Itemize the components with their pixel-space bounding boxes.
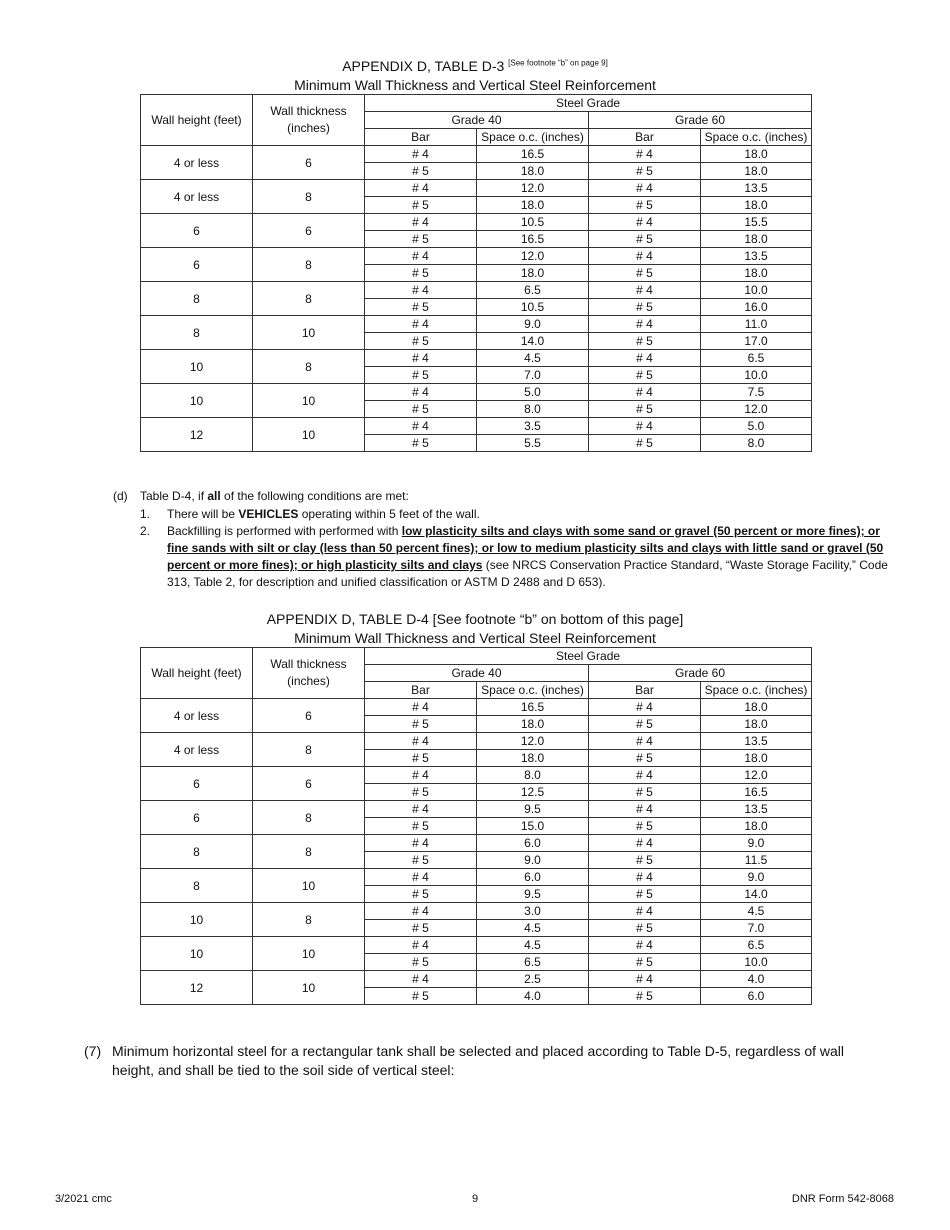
grade-40-spacing-cell: 18.0: [477, 163, 589, 180]
grade-60-spacing-cell: 16.0: [701, 299, 812, 316]
condition-item-1-bold: VEHICLES: [238, 507, 299, 521]
table-row: [141, 801, 812, 818]
table-row: [141, 248, 812, 265]
condition-d-intro: [113, 488, 893, 506]
header-grade-60: Grade 60: [589, 665, 812, 682]
bar-size-cell: # 4: [365, 869, 477, 886]
header-bar-grade-40: Bar: [365, 682, 477, 699]
header-wall-height: Wall height (feet): [141, 95, 253, 146]
wall-thickness-cell: 8: [253, 350, 365, 384]
wall-height-cell: 4 or less: [141, 146, 253, 180]
wall-height-cell: 6: [141, 214, 253, 248]
bar-size-cell: # 4: [365, 180, 477, 197]
bar-size-cell: # 4: [589, 869, 701, 886]
soil-type-criteria: low plasticity silts and clays with some sand or gravel (50 percent or more fines); or fine sands with silt or clay (less than 50 percent fines); or low to medium plasticity silts and clays with little sand or gravel (50 percent or more fines); or high plasticity silts and clays: [167, 524, 884, 572]
grade-40-spacing-cell: 14.0: [477, 333, 589, 350]
bar-size-cell: # 5: [365, 401, 477, 418]
bar-size-cell: # 5: [365, 163, 477, 180]
bar-size-cell: # 4: [589, 384, 701, 401]
wall-height-cell: 6: [141, 248, 253, 282]
wall-thickness-cell: 8: [253, 282, 365, 316]
grade-40-spacing-cell: 9.0: [477, 852, 589, 869]
header-bar-grade-40: Bar: [365, 129, 477, 146]
grade-40-spacing-cell: 15.0: [477, 818, 589, 835]
bar-size-cell: # 4: [589, 248, 701, 265]
table-d4-subtitle: Minimum Wall Thickness and Vertical Steel Reinforcement: [294, 630, 656, 646]
bar-size-cell: # 4: [365, 835, 477, 852]
grade-60-spacing-cell: 18.0: [701, 146, 812, 163]
condition-item-1: [140, 506, 895, 524]
grade-60-spacing-cell: 18.0: [701, 818, 812, 835]
bar-size-cell: # 4: [365, 248, 477, 265]
bar-size-cell: # 5: [365, 886, 477, 903]
grade-60-spacing-cell: 18.0: [701, 750, 812, 767]
wall-thickness-cell: 6: [253, 214, 365, 248]
grade-60-spacing-cell: 6.0: [701, 988, 812, 1005]
wall-height-cell: 4 or less: [141, 733, 253, 767]
grade-40-spacing-cell: 12.0: [477, 248, 589, 265]
wall-thickness-cell: 8: [253, 733, 365, 767]
header-wall-thickness: Wall thickness (inches): [253, 648, 365, 699]
wall-height-cell: 8: [141, 282, 253, 316]
bar-size-cell: # 4: [365, 146, 477, 163]
grade-60-spacing-cell: 18.0: [701, 716, 812, 733]
footer-date: 3/2021 cmc: [55, 1193, 112, 1205]
condition-item-2-pre: Backfilling is performed with performed with: [167, 524, 402, 538]
bar-size-cell: # 5: [365, 231, 477, 248]
grade-40-spacing-cell: 2.5: [477, 971, 589, 988]
bar-size-cell: # 4: [589, 282, 701, 299]
table-row: [141, 767, 812, 784]
grade-40-spacing-cell: 4.5: [477, 937, 589, 954]
wall-height-cell: 10: [141, 350, 253, 384]
bar-size-cell: # 4: [589, 146, 701, 163]
grade-60-spacing-cell: 14.0: [701, 886, 812, 903]
table-row: [141, 937, 812, 954]
header-steel-grade: Steel Grade: [365, 648, 812, 665]
grade-60-spacing-cell: 6.5: [701, 350, 812, 367]
grade-40-spacing-cell: 18.0: [477, 716, 589, 733]
table-row: [141, 350, 812, 367]
grade-60-spacing-cell: 18.0: [701, 699, 812, 716]
grade-60-spacing-cell: 13.5: [701, 180, 812, 197]
bar-size-cell: # 4: [589, 903, 701, 920]
table-d3-subtitle: Minimum Wall Thickness and Vertical Steel Reinforcement: [294, 77, 656, 93]
condition-item-2-post: (see NRCS Conservation Practice Standard, “Waste Storage Facility,” Code 313, Table 2, for description and unified classification or ASTM D 2488 and D 653).: [167, 558, 888, 589]
grade-40-spacing-cell: 6.5: [477, 954, 589, 971]
grade-60-spacing-cell: 11.5: [701, 852, 812, 869]
grade-40-spacing-cell: 18.0: [477, 750, 589, 767]
grade-40-spacing-cell: 12.0: [477, 733, 589, 750]
grade-40-spacing-cell: 16.5: [477, 231, 589, 248]
grade-40-spacing-cell: 9.0: [477, 316, 589, 333]
header-steel-grade: Steel Grade: [365, 95, 812, 112]
grade-40-spacing-cell: 8.0: [477, 767, 589, 784]
grade-60-spacing-cell: 12.0: [701, 767, 812, 784]
bar-size-cell: # 5: [365, 299, 477, 316]
bar-size-cell: # 5: [589, 401, 701, 418]
condition-item-2: [140, 523, 895, 595]
bar-size-cell: # 5: [365, 988, 477, 1005]
grade-40-spacing-cell: 10.5: [477, 299, 589, 316]
table-row: [141, 214, 812, 231]
bar-size-cell: # 5: [589, 163, 701, 180]
bar-size-cell: # 5: [365, 265, 477, 282]
grade-60-spacing-cell: 18.0: [701, 231, 812, 248]
bar-size-cell: # 4: [589, 180, 701, 197]
bar-size-cell: # 5: [589, 716, 701, 733]
grade-40-spacing-cell: 4.5: [477, 920, 589, 937]
header-grade-40: Grade 40: [365, 665, 589, 682]
header-grade-40: Grade 40: [365, 112, 589, 129]
grade-60-spacing-cell: 15.5: [701, 214, 812, 231]
wall-height-cell: 8: [141, 316, 253, 350]
bar-size-cell: # 5: [589, 988, 701, 1005]
condition-d-text-bold: all: [207, 489, 221, 503]
bar-size-cell: # 5: [589, 299, 701, 316]
grade-40-spacing-cell: 9.5: [477, 801, 589, 818]
bar-size-cell: # 5: [365, 954, 477, 971]
grade-40-spacing-cell: 12.5: [477, 784, 589, 801]
wall-thickness-cell: 10: [253, 384, 365, 418]
bar-size-cell: # 5: [589, 886, 701, 903]
condition-d-text: [140, 488, 409, 505]
wall-height-cell: 6: [141, 801, 253, 835]
bar-size-cell: # 4: [365, 699, 477, 716]
wall-thickness-cell: 6: [253, 767, 365, 801]
wall-thickness-cell: 10: [253, 316, 365, 350]
grade-60-spacing-cell: 5.0: [701, 418, 812, 435]
wall-height-cell: 4 or less: [141, 180, 253, 214]
header-space-grade-40: Space o.c. (inches): [477, 682, 589, 699]
grade-60-spacing-cell: 4.0: [701, 971, 812, 988]
wall-height-cell: 12: [141, 418, 253, 452]
table-row: [141, 835, 812, 852]
header-bar-grade-60: Bar: [589, 682, 701, 699]
bar-size-cell: # 5: [589, 231, 701, 248]
grade-40-spacing-cell: 12.0: [477, 180, 589, 197]
condition-item-2-text: [167, 523, 894, 591]
grade-40-spacing-cell: 18.0: [477, 265, 589, 282]
grade-40-spacing-cell: 4.0: [477, 988, 589, 1005]
footer-form-number: DNR Form 542-8068: [791, 1193, 894, 1205]
wall-height-cell: 6: [141, 767, 253, 801]
condition-item-1-pre: There will be: [167, 507, 239, 521]
header-grade-60: Grade 60: [589, 112, 812, 129]
table-row: [141, 869, 812, 886]
grade-60-spacing-cell: 7.0: [701, 920, 812, 937]
bar-size-cell: # 4: [365, 418, 477, 435]
table-row: [141, 733, 812, 750]
bar-size-cell: # 4: [365, 350, 477, 367]
wall-height-cell: 10: [141, 937, 253, 971]
wall-thickness-cell: 8: [253, 903, 365, 937]
grade-60-spacing-cell: 10.0: [701, 954, 812, 971]
wall-thickness-cell: 8: [253, 180, 365, 214]
bar-size-cell: # 5: [365, 367, 477, 384]
bar-size-cell: # 4: [589, 350, 701, 367]
grade-40-spacing-cell: 10.5: [477, 214, 589, 231]
bar-size-cell: # 4: [365, 903, 477, 920]
bar-size-cell: # 5: [365, 333, 477, 350]
bar-size-cell: # 4: [365, 733, 477, 750]
wall-height-cell: 10: [141, 384, 253, 418]
bar-size-cell: # 5: [365, 784, 477, 801]
bar-size-cell: # 5: [365, 197, 477, 214]
section-7-label: (7): [84, 1043, 102, 1059]
bar-size-cell: # 5: [365, 818, 477, 835]
bar-size-cell: # 5: [589, 818, 701, 835]
grade-40-spacing-cell: 7.0: [477, 367, 589, 384]
grade-40-spacing-cell: 3.5: [477, 418, 589, 435]
wall-thickness-cell: 8: [253, 835, 365, 869]
table-d4: [140, 647, 812, 1005]
bar-size-cell: # 5: [365, 716, 477, 733]
bar-size-cell: # 5: [589, 954, 701, 971]
grade-60-spacing-cell: 4.5: [701, 903, 812, 920]
bar-size-cell: # 4: [589, 214, 701, 231]
grade-60-spacing-cell: 12.0: [701, 401, 812, 418]
condition-d-text-post: of the following conditions are met:: [220, 489, 409, 503]
grade-60-spacing-cell: 18.0: [701, 265, 812, 282]
wall-thickness-cell: 10: [253, 971, 365, 1005]
bar-size-cell: # 5: [365, 750, 477, 767]
grade-60-spacing-cell: 13.5: [701, 248, 812, 265]
header-wall-thickness: Wall thickness (inches): [253, 95, 365, 146]
grade-60-spacing-cell: 9.0: [701, 869, 812, 886]
grade-60-spacing-cell: 10.0: [701, 282, 812, 299]
header-wall-height: Wall height (feet): [141, 648, 253, 699]
grade-40-spacing-cell: 5.5: [477, 435, 589, 452]
condition-item-1-number: 1.: [140, 507, 151, 521]
bar-size-cell: # 5: [589, 784, 701, 801]
bar-size-cell: # 5: [365, 435, 477, 452]
wall-thickness-cell: 10: [253, 418, 365, 452]
bar-size-cell: # 5: [589, 197, 701, 214]
bar-size-cell: # 5: [589, 265, 701, 282]
wall-thickness-cell: 8: [253, 801, 365, 835]
bar-size-cell: # 4: [589, 699, 701, 716]
bar-size-cell: # 5: [589, 333, 701, 350]
grade-40-spacing-cell: 5.0: [477, 384, 589, 401]
bar-size-cell: # 4: [589, 835, 701, 852]
bar-size-cell: # 4: [589, 801, 701, 818]
bar-size-cell: # 5: [589, 852, 701, 869]
table-d3-title: [0, 57, 950, 75]
bar-size-cell: # 4: [589, 767, 701, 784]
bar-size-cell: # 5: [365, 852, 477, 869]
bar-size-cell: # 5: [589, 367, 701, 384]
bar-size-cell: # 5: [589, 750, 701, 767]
bar-size-cell: # 5: [589, 920, 701, 937]
section-7-text: Minimum horizontal steel for a rectangular tank shall be selected and placed according to Table D-5, regardless of wall height, and shall be tied to the soil side of vertical steel:: [112, 1043, 845, 1078]
header-space-grade-60: Space o.c. (inches): [701, 682, 812, 699]
table-row: [141, 282, 812, 299]
bar-size-cell: # 4: [365, 214, 477, 231]
wall-height-cell: 8: [141, 869, 253, 903]
condition-d-text-pre: Table D-4, if: [140, 489, 208, 503]
grade-60-spacing-cell: 13.5: [701, 801, 812, 818]
wall-height-cell: 8: [141, 835, 253, 869]
grade-60-spacing-cell: 16.5: [701, 784, 812, 801]
grade-40-spacing-cell: 6.0: [477, 835, 589, 852]
table-d3-title-text: APPENDIX D, TABLE D-3: [342, 58, 505, 74]
bar-size-cell: # 5: [589, 435, 701, 452]
wall-thickness-cell: 6: [253, 146, 365, 180]
grade-60-spacing-cell: 13.5: [701, 733, 812, 750]
wall-height-cell: 12: [141, 971, 253, 1005]
bar-size-cell: # 4: [365, 384, 477, 401]
bar-size-cell: # 4: [589, 316, 701, 333]
table-d3: [140, 94, 812, 452]
grade-40-spacing-cell: 6.5: [477, 282, 589, 299]
bar-size-cell: # 4: [589, 418, 701, 435]
grade-60-spacing-cell: 18.0: [701, 163, 812, 180]
table-d4-title: APPENDIX D, TABLE D-4 [See footnote “b” on bottom of this page]: [266, 611, 684, 627]
table-row: [141, 971, 812, 988]
bar-size-cell: # 4: [589, 937, 701, 954]
bar-size-cell: # 4: [589, 733, 701, 750]
condition-d-label: (d): [113, 489, 128, 503]
grade-40-spacing-cell: 16.5: [477, 699, 589, 716]
section-7: [84, 1042, 894, 1082]
grade-60-spacing-cell: 8.0: [701, 435, 812, 452]
grade-60-spacing-cell: 17.0: [701, 333, 812, 350]
grade-40-spacing-cell: 9.5: [477, 886, 589, 903]
bar-size-cell: # 4: [365, 316, 477, 333]
table-row: [141, 384, 812, 401]
bar-size-cell: # 4: [589, 971, 701, 988]
header-space-grade-60: Space o.c. (inches): [701, 129, 812, 146]
condition-item-1-text: [167, 506, 480, 523]
header-bar-grade-60: Bar: [589, 129, 701, 146]
table-row: [141, 316, 812, 333]
bar-size-cell: # 4: [365, 282, 477, 299]
bar-size-cell: # 4: [365, 801, 477, 818]
grade-60-spacing-cell: 18.0: [701, 197, 812, 214]
grade-40-spacing-cell: 6.0: [477, 869, 589, 886]
wall-thickness-cell: 8: [253, 248, 365, 282]
table-d3-footnote-ref: [See footnote “b” on page 9]: [508, 58, 608, 68]
wall-thickness-cell: 10: [253, 937, 365, 971]
footer-page-number: 9: [471, 1193, 479, 1205]
bar-size-cell: # 4: [365, 937, 477, 954]
grade-40-spacing-cell: 3.0: [477, 903, 589, 920]
table-row: [141, 699, 812, 716]
table-row: [141, 180, 812, 197]
table-row: [141, 146, 812, 163]
grade-40-spacing-cell: 18.0: [477, 197, 589, 214]
table-row: [141, 903, 812, 920]
grade-60-spacing-cell: 11.0: [701, 316, 812, 333]
wall-thickness-cell: 10: [253, 869, 365, 903]
table-row: [141, 418, 812, 435]
bar-size-cell: # 4: [365, 971, 477, 988]
grade-60-spacing-cell: 10.0: [701, 367, 812, 384]
bar-size-cell: # 4: [365, 767, 477, 784]
wall-thickness-cell: 6: [253, 699, 365, 733]
condition-item-1-post: operating within 5 feet of the wall.: [298, 507, 480, 521]
grade-60-spacing-cell: 9.0: [701, 835, 812, 852]
wall-height-cell: 4 or less: [141, 699, 253, 733]
condition-item-2-number: 2.: [140, 524, 151, 538]
bar-size-cell: # 5: [365, 920, 477, 937]
grade-40-spacing-cell: 8.0: [477, 401, 589, 418]
header-space-grade-40: Space o.c. (inches): [477, 129, 589, 146]
grade-60-spacing-cell: 7.5: [701, 384, 812, 401]
wall-height-cell: 10: [141, 903, 253, 937]
grade-60-spacing-cell: 6.5: [701, 937, 812, 954]
grade-40-spacing-cell: 16.5: [477, 146, 589, 163]
grade-40-spacing-cell: 4.5: [477, 350, 589, 367]
